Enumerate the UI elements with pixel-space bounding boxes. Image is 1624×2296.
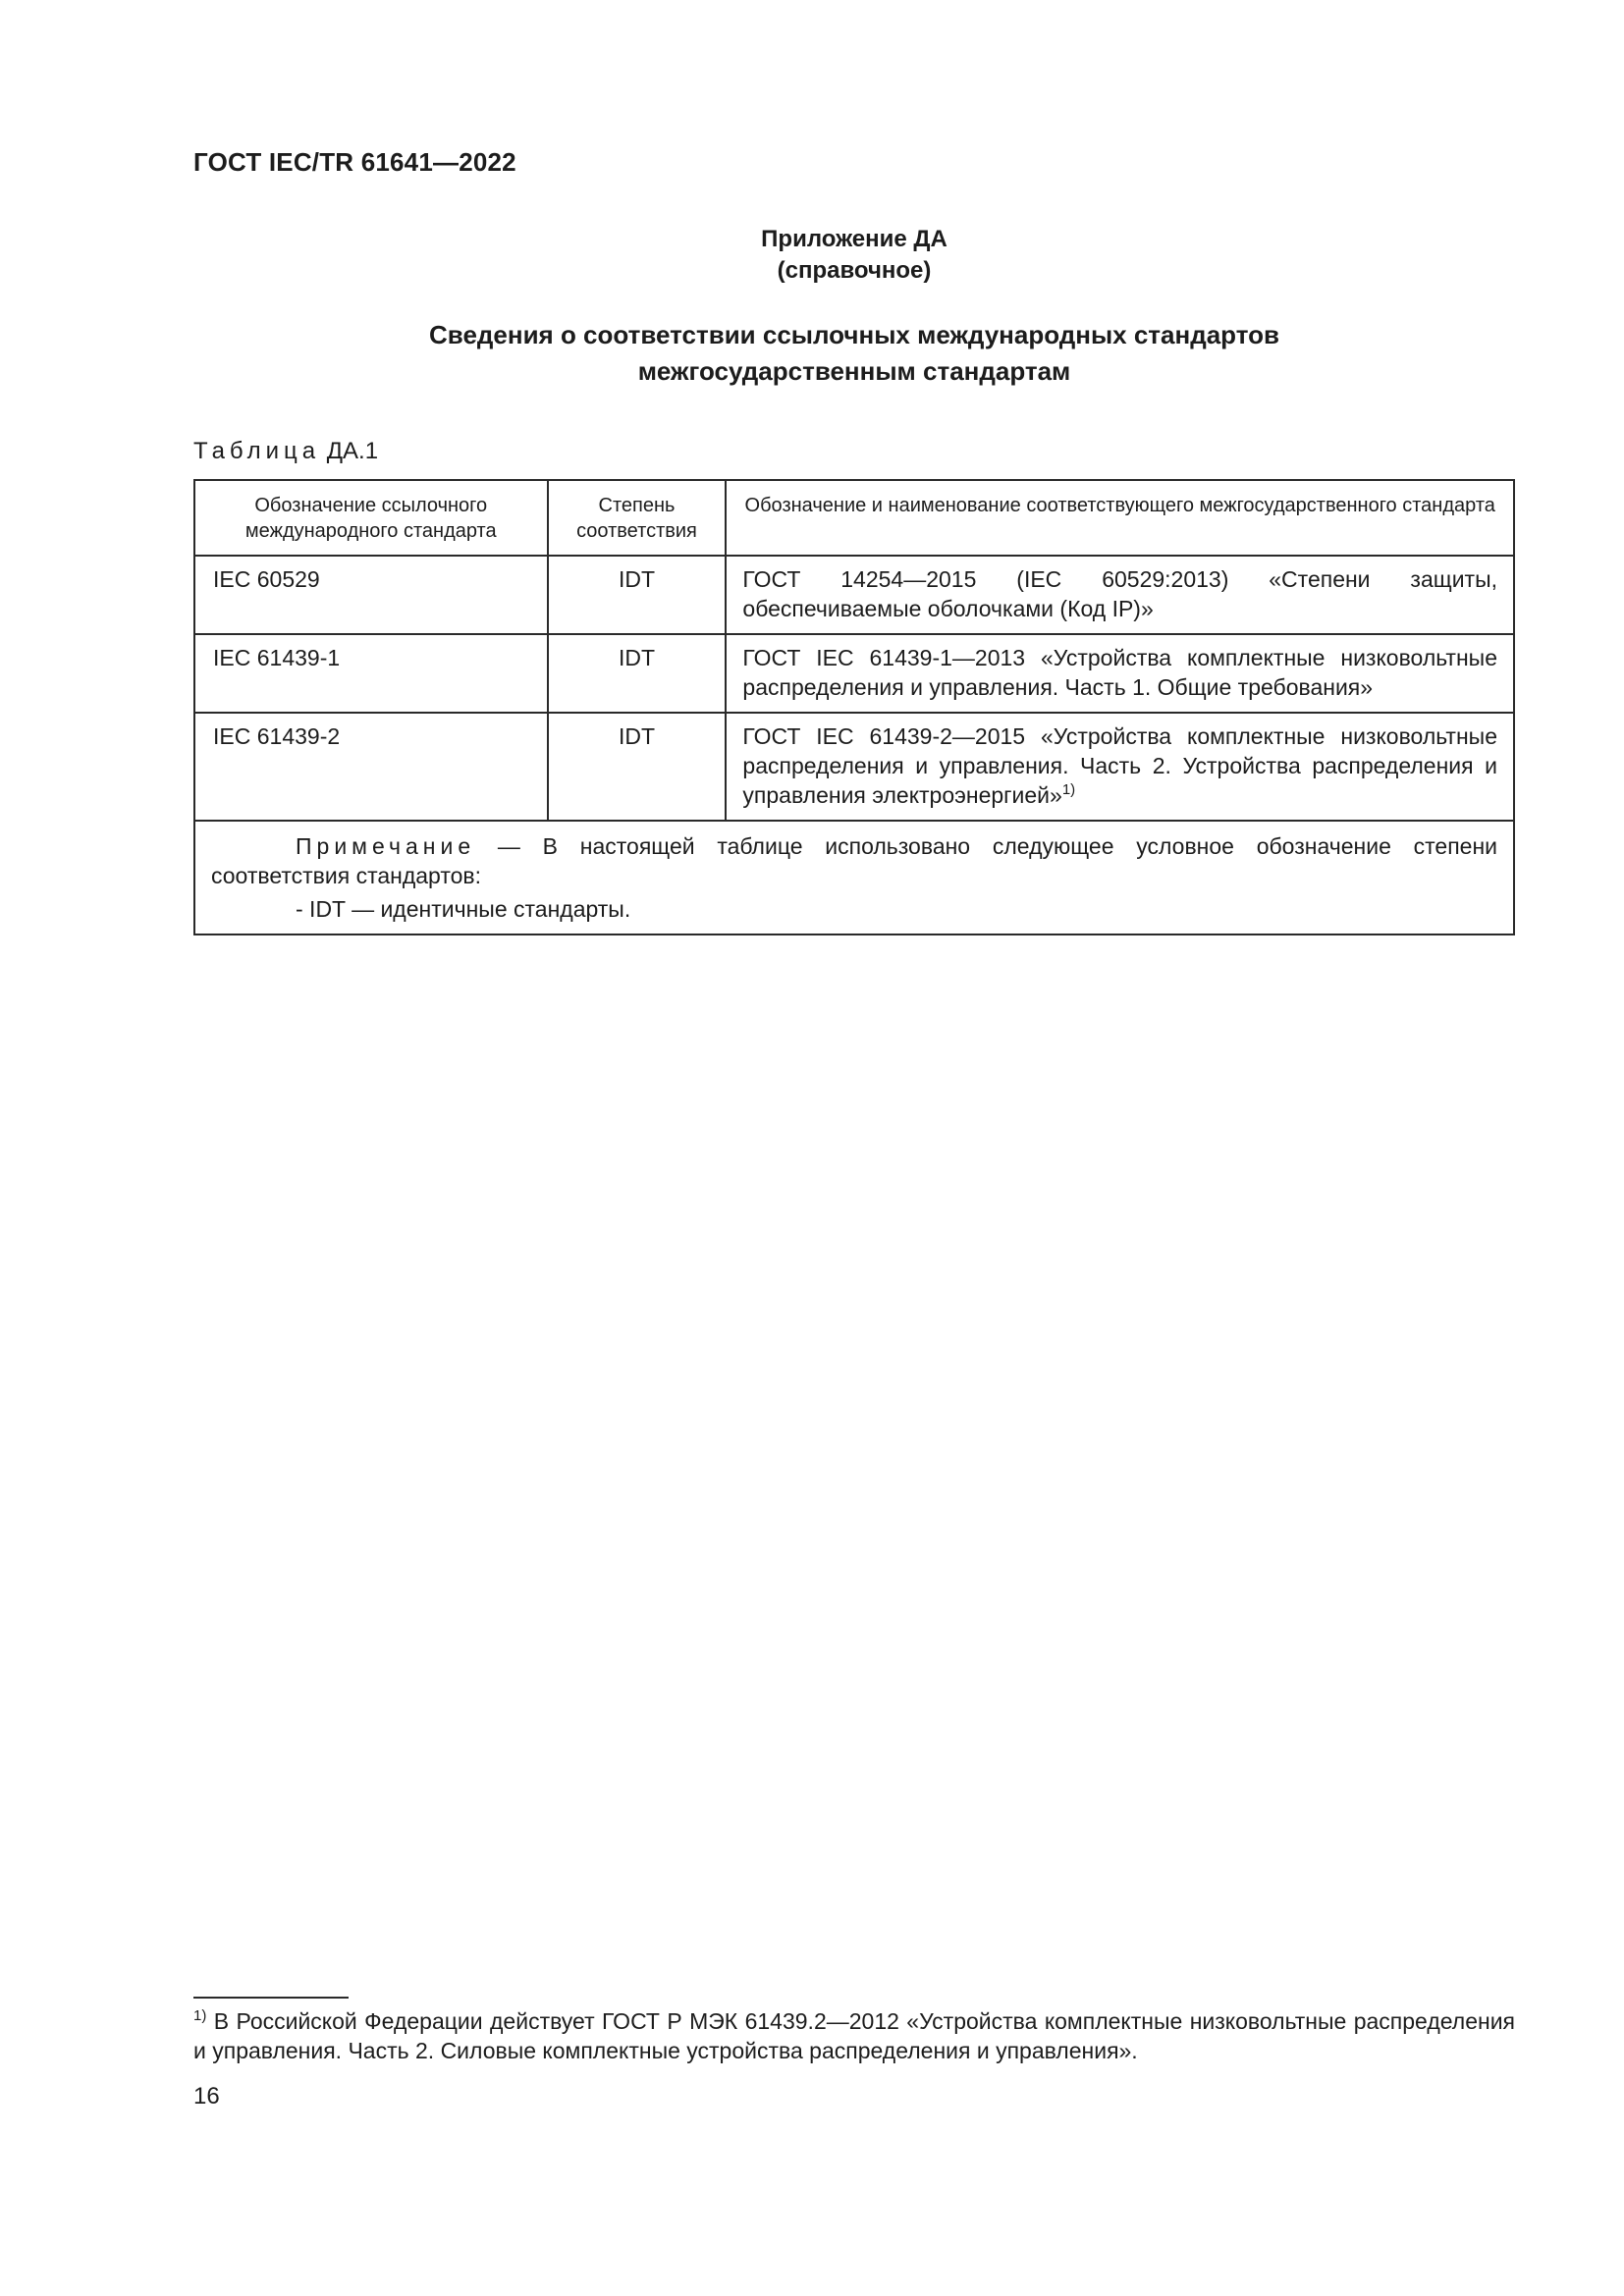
note-label: Примечание xyxy=(296,833,476,859)
cell-degree: IDT xyxy=(548,556,727,634)
section-title xyxy=(193,317,1515,390)
table-row xyxy=(194,713,1514,821)
standards-correspondence-table xyxy=(193,479,1515,935)
section-title-line-1: Сведения о соответствии ссылочных международных стандартов xyxy=(429,320,1279,349)
table-caption-word: Таблица xyxy=(193,438,321,464)
table-note xyxy=(194,821,1514,934)
table-header-row xyxy=(194,480,1514,556)
header-national-standard: Обозначение и наименование соответствующего межгосударственного стандарта xyxy=(726,480,1514,556)
header-degree: Степень соответствия xyxy=(548,480,727,556)
footnote-reference: 1) xyxy=(1061,781,1076,798)
footnote-separator xyxy=(193,1997,349,1999)
appendix-heading xyxy=(193,224,1515,287)
cell-reference-standard: IEC 60529 xyxy=(194,556,548,634)
footnote-mark: 1) xyxy=(193,2007,207,2024)
cell-degree: IDT xyxy=(548,713,727,821)
cell-degree: IDT xyxy=(548,634,727,713)
appendix-status: (справочное) xyxy=(777,257,932,284)
footnote xyxy=(193,2006,1515,2065)
table-note-row xyxy=(194,821,1514,934)
cell-national-standard xyxy=(726,556,1514,634)
header-reference-standard: Обозначение ссылочного международного стандарта xyxy=(194,480,548,556)
document-header: ГОСТ IEC/TR 61641—2022 xyxy=(193,147,516,177)
cell-reference-standard: IEC 61439-1 xyxy=(194,634,548,713)
note-paragraph xyxy=(211,831,1497,890)
footnote-text: В Российской Федерации действует ГОСТ Р МЭК 61439.2—2012 «Устройства комплектные низковольтные распределения и управления. Часть 2. Силовые комплектные устройства распределения и управления». xyxy=(193,2008,1515,2063)
national-standard-text: ГОСТ IEC 61439-2—2015 «Устройства комплектные низковольтные распределения и управления. Часть 2. Устройства распределения и управления электроэнергией» xyxy=(742,723,1497,808)
national-standard-text: ГОСТ IEC 61439-1—2013 «Устройства комплектные низковольтные распределения и управления. Часть 1. Общие требования» xyxy=(742,645,1497,700)
note-list-item: - IDT — идентичные стандарты. xyxy=(296,896,631,922)
section-title-line-2: межгосударственным стандартам xyxy=(637,356,1071,386)
cell-national-standard xyxy=(726,634,1514,713)
national-standard-text: ГОСТ 14254—2015 (IEC 60529:2013) «Степени защиты, обеспечиваемые оболочками (Код IP)» xyxy=(742,566,1497,621)
table-caption-number: ДА.1 xyxy=(326,438,379,464)
cell-reference-standard: IEC 61439-2 xyxy=(194,713,548,821)
table-row xyxy=(194,634,1514,713)
appendix-title: Приложение ДА xyxy=(761,226,947,252)
note-text: — В настоящей таблице использовано следующее условное обозначение степени соответствия стандартов: xyxy=(211,833,1497,888)
table-caption xyxy=(193,438,378,465)
cell-national-standard xyxy=(726,713,1514,821)
table-row xyxy=(194,556,1514,634)
page-number: 16 xyxy=(193,2083,220,2109)
